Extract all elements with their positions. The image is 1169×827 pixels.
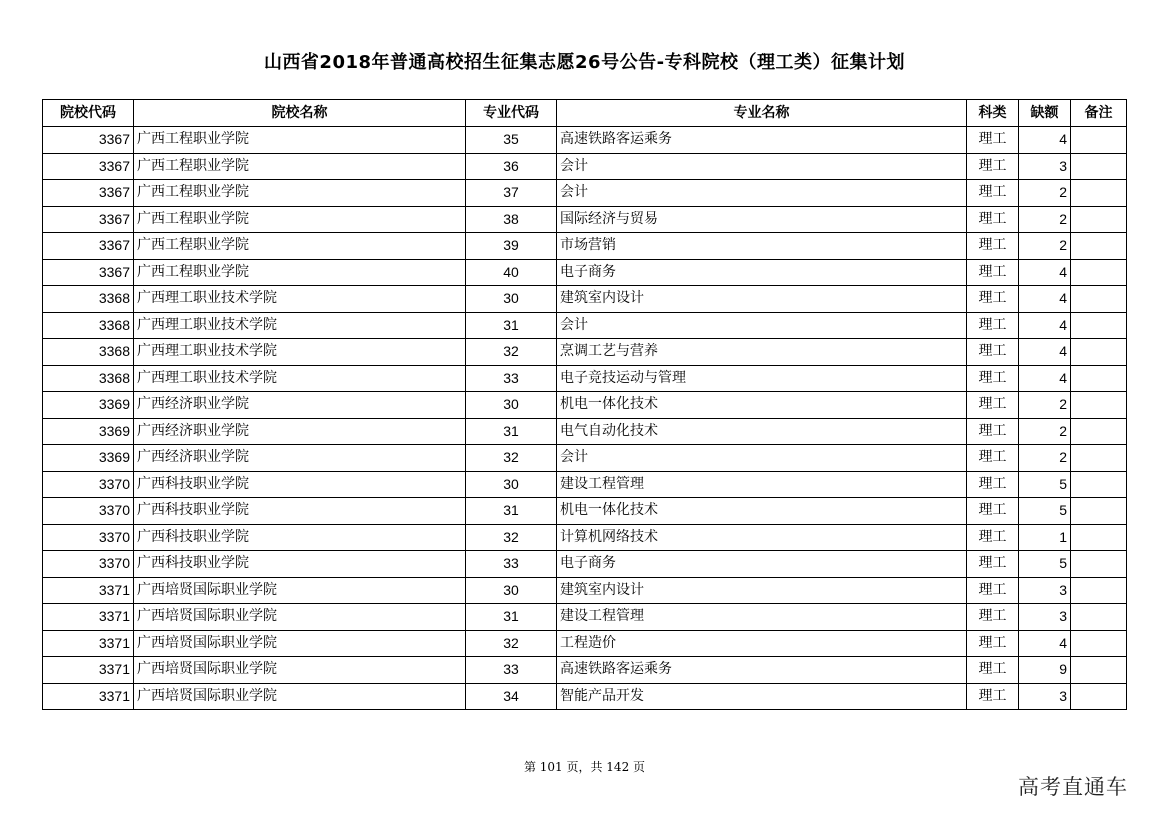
cell-major-code: 39	[466, 233, 557, 260]
cell-major-name: 计算机网络技术	[557, 524, 967, 551]
cell-remark	[1071, 577, 1127, 604]
cell-major-code: 34	[466, 683, 557, 710]
cell-major-code: 30	[466, 471, 557, 498]
table-row	[43, 657, 1127, 684]
table-row	[43, 577, 1127, 604]
table-row	[43, 312, 1127, 339]
cell-category: 理工	[967, 683, 1019, 710]
cell-school-code: 3370	[43, 524, 134, 551]
cell-major-code: 30	[466, 392, 557, 419]
cell-school-code: 3371	[43, 657, 134, 684]
cell-school-name: 广西科技职业学院	[134, 498, 466, 525]
cell-school-name: 广西培贤国际职业学院	[134, 604, 466, 631]
cell-school-code: 3367	[43, 233, 134, 260]
cell-school-code: 3369	[43, 418, 134, 445]
cell-major-name: 建筑室内设计	[557, 286, 967, 313]
cell-school-name: 广西培贤国际职业学院	[134, 683, 466, 710]
cell-school-name: 广西工程职业学院	[134, 233, 466, 260]
cell-major-name: 会计	[557, 180, 967, 207]
cell-remark	[1071, 365, 1127, 392]
cell-major-name: 电子竞技运动与管理	[557, 365, 967, 392]
cell-major-code: 40	[466, 259, 557, 286]
cell-school-code: 3370	[43, 498, 134, 525]
cell-remark	[1071, 233, 1127, 260]
table-row	[43, 233, 1127, 260]
table-row	[43, 604, 1127, 631]
cell-remark	[1071, 392, 1127, 419]
cell-school-code: 3371	[43, 577, 134, 604]
header-category: 科类	[967, 100, 1019, 127]
cell-quota: 5	[1019, 498, 1071, 525]
cell-category: 理工	[967, 312, 1019, 339]
cell-major-code: 31	[466, 498, 557, 525]
cell-category: 理工	[967, 657, 1019, 684]
cell-major-name: 电子商务	[557, 259, 967, 286]
cell-remark	[1071, 630, 1127, 657]
cell-major-code: 32	[466, 339, 557, 366]
cell-school-name: 广西理工职业技术学院	[134, 312, 466, 339]
table-row	[43, 259, 1127, 286]
cell-category: 理工	[967, 392, 1019, 419]
cell-school-code: 3367	[43, 153, 134, 180]
cell-school-name: 广西培贤国际职业学院	[134, 577, 466, 604]
cell-major-name: 会计	[557, 312, 967, 339]
header-major-code: 专业代码	[466, 100, 557, 127]
cell-school-code: 3368	[43, 365, 134, 392]
cell-major-code: 38	[466, 206, 557, 233]
cell-school-name: 广西经济职业学院	[134, 392, 466, 419]
cell-school-name: 广西理工职业技术学院	[134, 286, 466, 313]
cell-quota: 4	[1019, 286, 1071, 313]
cell-remark	[1071, 551, 1127, 578]
header-major-name: 专业名称	[557, 100, 967, 127]
cell-quota: 5	[1019, 471, 1071, 498]
cell-quota: 3	[1019, 683, 1071, 710]
cell-quota: 3	[1019, 604, 1071, 631]
cell-school-name: 广西工程职业学院	[134, 127, 466, 154]
cell-quota: 9	[1019, 657, 1071, 684]
cell-major-name: 机电一体化技术	[557, 392, 967, 419]
cell-category: 理工	[967, 524, 1019, 551]
cell-remark	[1071, 418, 1127, 445]
cell-major-code: 31	[466, 604, 557, 631]
cell-quota: 1	[1019, 524, 1071, 551]
header-school-name: 院校名称	[134, 100, 466, 127]
cell-quota: 2	[1019, 445, 1071, 472]
page-title: 山西省2018年普通高校招生征集志愿26号公告-专科院校（理工类）征集计划	[263, 52, 906, 73]
cell-major-name: 电气自动化技术	[557, 418, 967, 445]
cell-category: 理工	[967, 286, 1019, 313]
cell-quota: 5	[1019, 551, 1071, 578]
cell-category: 理工	[967, 551, 1019, 578]
table-row	[43, 498, 1127, 525]
cell-school-name: 广西经济职业学院	[134, 418, 466, 445]
cell-category: 理工	[967, 498, 1019, 525]
cell-major-code: 37	[466, 180, 557, 207]
cell-school-code: 3371	[43, 604, 134, 631]
table-row	[43, 365, 1127, 392]
table-row	[43, 392, 1127, 419]
table-row	[43, 180, 1127, 207]
cell-major-name: 国际经济与贸易	[557, 206, 967, 233]
cell-quota: 2	[1019, 392, 1071, 419]
cell-school-name: 广西理工职业技术学院	[134, 339, 466, 366]
cell-school-code: 3370	[43, 471, 134, 498]
cell-remark	[1071, 312, 1127, 339]
cell-category: 理工	[967, 206, 1019, 233]
cell-major-code: 31	[466, 418, 557, 445]
cell-major-name: 会计	[557, 445, 967, 472]
cell-category: 理工	[967, 127, 1019, 154]
cell-school-code: 3371	[43, 630, 134, 657]
cell-school-name: 广西培贤国际职业学院	[134, 630, 466, 657]
cell-major-name: 电子商务	[557, 551, 967, 578]
cell-school-name: 广西科技职业学院	[134, 551, 466, 578]
cell-category: 理工	[967, 180, 1019, 207]
cell-quota: 2	[1019, 206, 1071, 233]
cell-major-code: 30	[466, 577, 557, 604]
cell-major-name: 高速铁路客运乘务	[557, 127, 967, 154]
cell-school-code: 3367	[43, 180, 134, 207]
cell-major-code: 35	[466, 127, 557, 154]
cell-category: 理工	[967, 577, 1019, 604]
cell-major-name: 智能产品开发	[557, 683, 967, 710]
cell-school-code: 3368	[43, 339, 134, 366]
cell-school-name: 广西工程职业学院	[134, 180, 466, 207]
cell-school-code: 3371	[43, 683, 134, 710]
table-row	[43, 471, 1127, 498]
cell-category: 理工	[967, 604, 1019, 631]
cell-major-code: 32	[466, 524, 557, 551]
cell-major-code: 36	[466, 153, 557, 180]
cell-quota: 4	[1019, 365, 1071, 392]
enrollment-table	[42, 99, 1127, 710]
cell-major-code: 33	[466, 657, 557, 684]
cell-major-name: 会计	[557, 153, 967, 180]
cell-remark	[1071, 206, 1127, 233]
cell-major-name: 建设工程管理	[557, 604, 967, 631]
cell-quota: 4	[1019, 630, 1071, 657]
cell-major-code: 30	[466, 286, 557, 313]
cell-quota: 3	[1019, 577, 1071, 604]
page-footer: 第 101 页，共 142 页	[523, 760, 646, 774]
cell-remark	[1071, 127, 1127, 154]
cell-remark	[1071, 153, 1127, 180]
cell-school-code: 3367	[43, 259, 134, 286]
cell-remark	[1071, 259, 1127, 286]
cell-remark	[1071, 286, 1127, 313]
cell-quota: 3	[1019, 153, 1071, 180]
cell-major-name: 建设工程管理	[557, 471, 967, 498]
header-quota: 缺额	[1019, 100, 1071, 127]
cell-school-code: 3368	[43, 286, 134, 313]
cell-remark	[1071, 471, 1127, 498]
cell-major-name: 高速铁路客运乘务	[557, 657, 967, 684]
cell-school-name: 广西经济职业学院	[134, 445, 466, 472]
cell-quota: 2	[1019, 180, 1071, 207]
cell-school-name: 广西理工职业技术学院	[134, 365, 466, 392]
cell-school-code: 3370	[43, 551, 134, 578]
cell-major-code: 32	[466, 630, 557, 657]
cell-major-name: 建筑室内设计	[557, 577, 967, 604]
cell-remark	[1071, 524, 1127, 551]
cell-category: 理工	[967, 471, 1019, 498]
header-school-code: 院校代码	[43, 100, 134, 127]
watermark-logo-text: 高考直通车	[1018, 775, 1128, 799]
cell-category: 理工	[967, 365, 1019, 392]
table-body	[43, 127, 1127, 710]
cell-remark	[1071, 180, 1127, 207]
cell-school-name: 广西科技职业学院	[134, 524, 466, 551]
cell-category: 理工	[967, 233, 1019, 260]
cell-remark	[1071, 498, 1127, 525]
cell-quota: 2	[1019, 418, 1071, 445]
cell-category: 理工	[967, 418, 1019, 445]
cell-category: 理工	[967, 445, 1019, 472]
table-header-row	[43, 100, 1127, 127]
cell-major-code: 31	[466, 312, 557, 339]
cell-major-name: 市场营销	[557, 233, 967, 260]
cell-school-code: 3369	[43, 445, 134, 472]
table-row	[43, 683, 1127, 710]
cell-remark	[1071, 445, 1127, 472]
cell-quota: 4	[1019, 312, 1071, 339]
cell-quota: 2	[1019, 233, 1071, 260]
cell-major-code: 32	[466, 445, 557, 472]
cell-major-name: 烹调工艺与营养	[557, 339, 967, 366]
table-row	[43, 630, 1127, 657]
cell-school-name: 广西工程职业学院	[134, 259, 466, 286]
table-row	[43, 524, 1127, 551]
table-row	[43, 339, 1127, 366]
cell-school-name: 广西科技职业学院	[134, 471, 466, 498]
cell-major-code: 33	[466, 551, 557, 578]
cell-quota: 4	[1019, 339, 1071, 366]
cell-school-code: 3369	[43, 392, 134, 419]
cell-remark	[1071, 604, 1127, 631]
table-row	[43, 286, 1127, 313]
cell-remark	[1071, 339, 1127, 366]
cell-category: 理工	[967, 630, 1019, 657]
table-row	[43, 551, 1127, 578]
cell-quota: 4	[1019, 259, 1071, 286]
table-row	[43, 206, 1127, 233]
cell-major-name: 工程造价	[557, 630, 967, 657]
cell-major-code: 33	[466, 365, 557, 392]
table-row	[43, 445, 1127, 472]
cell-category: 理工	[967, 339, 1019, 366]
cell-remark	[1071, 657, 1127, 684]
cell-school-code: 3368	[43, 312, 134, 339]
cell-category: 理工	[967, 259, 1019, 286]
cell-school-code: 3367	[43, 206, 134, 233]
cell-school-name: 广西培贤国际职业学院	[134, 657, 466, 684]
cell-quota: 4	[1019, 127, 1071, 154]
table-row	[43, 127, 1127, 154]
cell-school-name: 广西工程职业学院	[134, 206, 466, 233]
table-row	[43, 153, 1127, 180]
cell-school-name: 广西工程职业学院	[134, 153, 466, 180]
cell-school-code: 3367	[43, 127, 134, 154]
cell-category: 理工	[967, 153, 1019, 180]
header-remark: 备注	[1071, 100, 1127, 127]
cell-major-name: 机电一体化技术	[557, 498, 967, 525]
table-row	[43, 418, 1127, 445]
cell-remark	[1071, 683, 1127, 710]
